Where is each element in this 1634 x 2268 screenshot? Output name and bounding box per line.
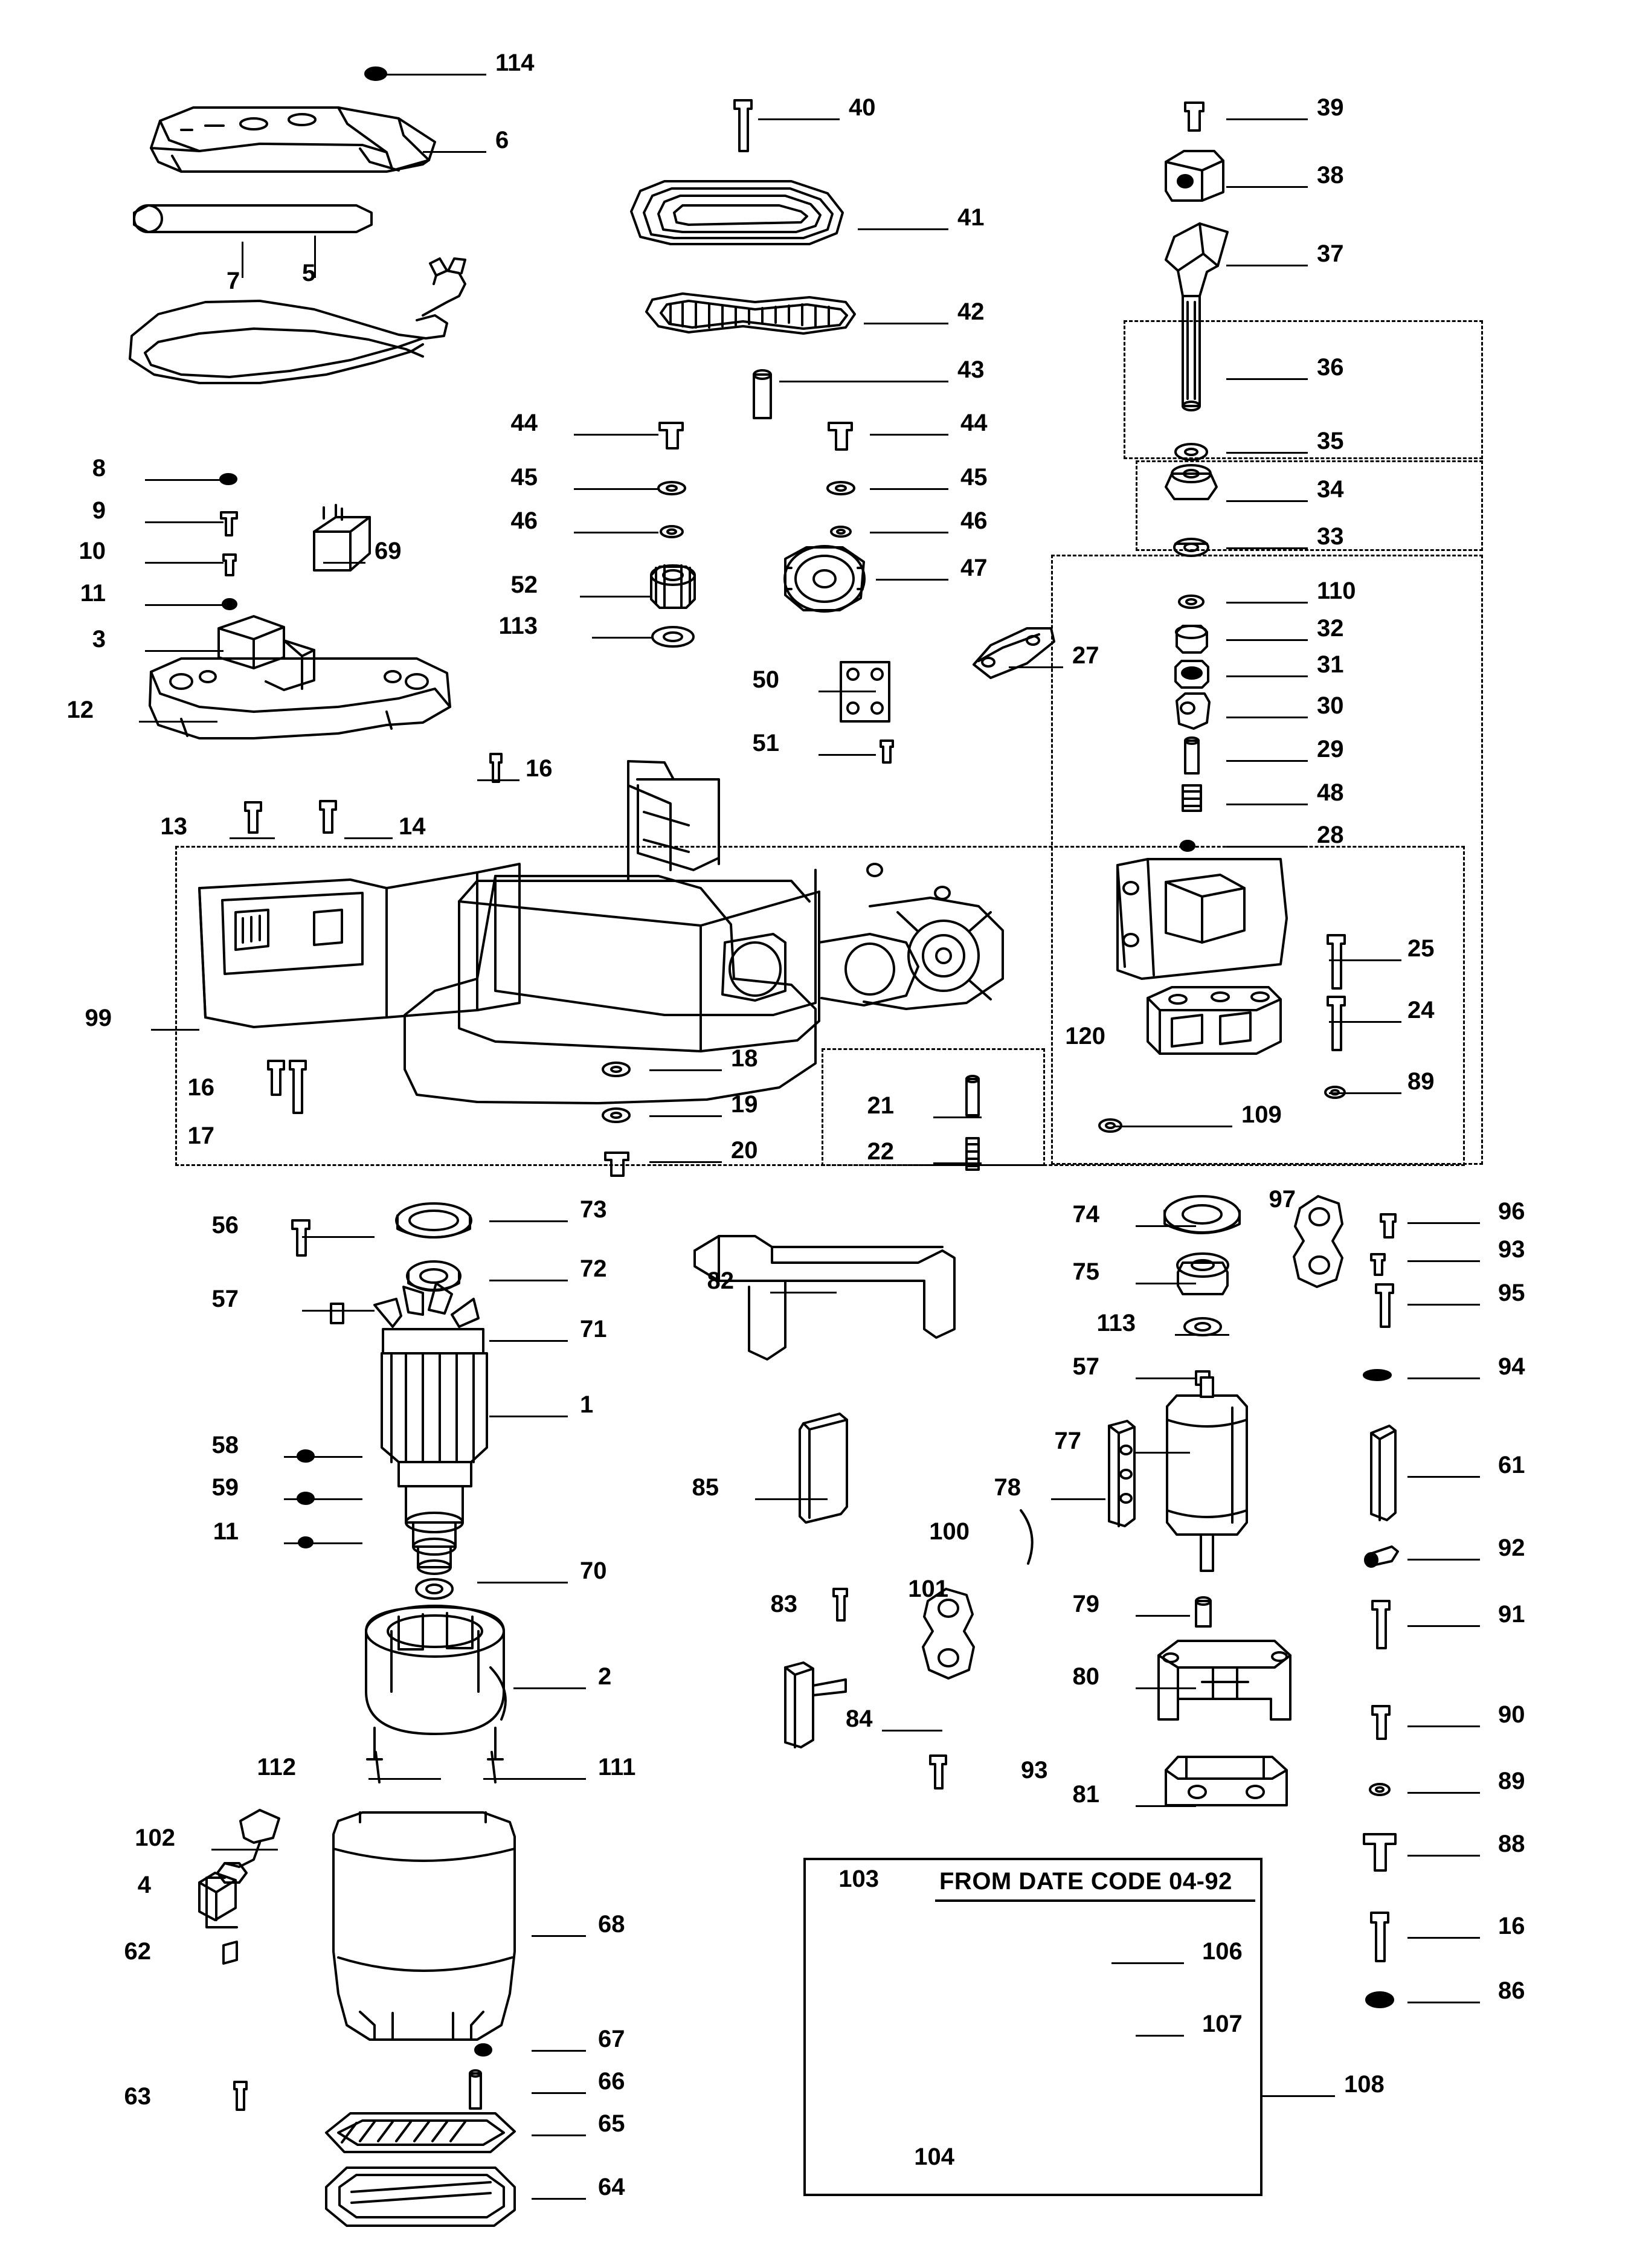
- part-number-1: 1: [580, 1391, 594, 1418]
- leader-line: [368, 1778, 441, 1780]
- part-number-47: 47: [960, 555, 988, 581]
- part-number-52: 52: [510, 572, 538, 598]
- part-number-44: 44: [510, 410, 538, 436]
- leader-line: [1329, 1021, 1401, 1023]
- part-number-10: 10: [79, 538, 106, 564]
- leader-line: [477, 1582, 568, 1583]
- leader-line: [1226, 118, 1308, 120]
- part-number-84: 84: [846, 1706, 873, 1732]
- part-number-11: 11: [213, 1518, 239, 1545]
- part-number-112: 112: [257, 1754, 296, 1780]
- part-number-44: 44: [960, 410, 988, 436]
- part-number-45: 45: [510, 464, 538, 491]
- leader-line: [1407, 1222, 1480, 1224]
- part-number-20: 20: [731, 1137, 758, 1164]
- leader-line: [1226, 717, 1308, 718]
- part-number-35: 35: [1317, 428, 1344, 454]
- leader-line: [574, 532, 658, 533]
- part-number-108: 108: [1344, 2071, 1385, 2098]
- leader-line: [344, 837, 393, 839]
- part-number-109: 109: [1241, 1101, 1282, 1128]
- leader-line: [284, 1498, 362, 1500]
- leader-line: [1226, 675, 1308, 677]
- part-number-111: 111: [598, 1754, 636, 1780]
- part-number-36: 36: [1317, 354, 1344, 381]
- leader-line: [1175, 1334, 1229, 1336]
- part-number-56: 56: [211, 1212, 239, 1239]
- part-number-73: 73: [580, 1196, 607, 1223]
- part-number-95: 95: [1498, 1280, 1525, 1306]
- inset-title-underline: [935, 1899, 1255, 1902]
- leader-line: [876, 579, 948, 581]
- leader-line: [864, 323, 948, 324]
- part-number-85: 85: [692, 1474, 719, 1501]
- part-number-51: 51: [752, 730, 779, 756]
- leader-line: [211, 1849, 278, 1851]
- leader-line: [489, 1340, 568, 1342]
- leader-line: [819, 691, 876, 692]
- leader-line: [649, 1161, 722, 1163]
- part-number-82: 82: [707, 1268, 734, 1294]
- leader-line: [323, 562, 365, 564]
- part-number-34: 34: [1317, 476, 1344, 503]
- part-number-16: 16: [187, 1074, 214, 1101]
- part-number-42: 42: [957, 298, 985, 325]
- part-number-104: 104: [914, 2144, 954, 2170]
- leader-line: [423, 151, 486, 153]
- part-number-46: 46: [960, 507, 988, 534]
- part-number-50: 50: [752, 666, 779, 693]
- part-number-80: 80: [1072, 1663, 1099, 1690]
- part-number-22: 22: [867, 1138, 894, 1165]
- leader-line: [1226, 846, 1308, 848]
- leader-line: [1407, 1377, 1480, 1379]
- part-number-8: 8: [92, 455, 106, 482]
- leader-line: [1329, 959, 1401, 961]
- leader-line: [1226, 760, 1308, 762]
- part-number-59: 59: [211, 1474, 239, 1501]
- part-number-107: 107: [1202, 2011, 1243, 2037]
- leader-line: [574, 488, 658, 490]
- leader-line: [649, 1069, 722, 1071]
- leader-line: [242, 242, 243, 278]
- part-number-96: 96: [1498, 1198, 1525, 1225]
- leader-line: [1407, 1304, 1480, 1306]
- part-number-89: 89: [1407, 1068, 1435, 1095]
- leader-line: [532, 2134, 586, 2136]
- leader-line: [302, 1236, 375, 1238]
- leader-line: [1226, 602, 1308, 604]
- leader-line: [483, 1778, 586, 1780]
- leader-line: [758, 118, 840, 120]
- leader-line: [1407, 1855, 1480, 1857]
- leader-line: [592, 637, 652, 639]
- leader-line: [755, 1498, 828, 1500]
- part-number-33: 33: [1317, 523, 1344, 550]
- part-number-101: 101: [908, 1576, 948, 1602]
- leader-line: [1407, 1725, 1480, 1727]
- leader-line: [532, 2092, 586, 2094]
- leader-line: [1407, 1625, 1480, 1627]
- leader-line: [1407, 1937, 1480, 1939]
- leader-line: [858, 228, 948, 230]
- part-number-25: 25: [1407, 935, 1435, 962]
- leader-line: [284, 1542, 362, 1544]
- part-number-77: 77: [1054, 1428, 1081, 1454]
- part-number-91: 91: [1498, 1601, 1525, 1628]
- part-number-72: 72: [580, 1255, 607, 1282]
- part-number-67: 67: [598, 2026, 625, 2052]
- part-number-68: 68: [598, 1911, 625, 1938]
- leader-line: [1407, 2002, 1480, 2003]
- leader-line: [1136, 1283, 1196, 1284]
- part-number-66: 66: [598, 2068, 625, 2095]
- leader-line: [381, 74, 486, 76]
- part-number-19: 19: [731, 1091, 758, 1118]
- part-number-83: 83: [770, 1591, 797, 1617]
- part-number-106: 106: [1202, 1938, 1243, 1965]
- part-number-81: 81: [1072, 1781, 1099, 1808]
- part-number-58: 58: [211, 1432, 239, 1458]
- part-number-16: 16: [526, 755, 553, 782]
- part-number-89: 89: [1498, 1768, 1525, 1794]
- leader-line: [1136, 2035, 1184, 2037]
- leader-line: [1136, 1452, 1190, 1454]
- part-number-93: 93: [1498, 1236, 1525, 1263]
- leader-line: [870, 488, 948, 490]
- part-number-43: 43: [957, 356, 985, 383]
- part-number-70: 70: [580, 1558, 607, 1584]
- leader-line: [302, 1310, 375, 1312]
- part-number-3: 3: [92, 626, 106, 652]
- leader-line: [1226, 378, 1308, 380]
- leader-line: [770, 1292, 837, 1293]
- leader-line: [882, 1730, 942, 1732]
- leader-line: [145, 604, 224, 606]
- part-number-97: 97: [1269, 1186, 1296, 1213]
- leader-line: [513, 1687, 586, 1689]
- part-number-18: 18: [731, 1045, 758, 1072]
- part-number-14: 14: [399, 813, 426, 840]
- part-number-12: 12: [66, 697, 94, 723]
- leader-line: [477, 779, 519, 781]
- part-number-94: 94: [1498, 1353, 1525, 1380]
- leader-line: [1226, 639, 1308, 641]
- part-number-39: 39: [1317, 94, 1344, 121]
- part-number-100: 100: [929, 1518, 970, 1545]
- leader-line: [139, 721, 217, 723]
- part-number-6: 6: [495, 127, 509, 153]
- leader-line: [1226, 265, 1308, 266]
- leader-line: [1136, 1687, 1196, 1689]
- part-number-46: 46: [510, 507, 538, 534]
- part-number-61: 61: [1498, 1452, 1525, 1478]
- part-number-93: 93: [1021, 1757, 1048, 1783]
- part-number-2: 2: [598, 1663, 612, 1690]
- part-number-30: 30: [1317, 692, 1344, 719]
- leader-line: [870, 532, 948, 533]
- part-number-88: 88: [1498, 1831, 1525, 1857]
- leader-line: [145, 562, 224, 564]
- leader-line: [933, 1116, 982, 1118]
- leader-line: [532, 1935, 586, 1937]
- leader-line: [1407, 1792, 1480, 1794]
- leader-line: [1009, 666, 1063, 668]
- part-number-86: 86: [1498, 1977, 1525, 2004]
- inset-date-code-box: [803, 1858, 1262, 2196]
- part-number-4: 4: [137, 1872, 151, 1898]
- part-number-41: 41: [957, 204, 985, 231]
- leader-line: [1226, 186, 1308, 188]
- part-number-57: 57: [211, 1286, 239, 1312]
- part-number-99: 99: [85, 1005, 112, 1031]
- dash-group-spindle-mid: [1136, 460, 1483, 551]
- part-number-113: 113: [498, 613, 538, 639]
- part-number-74: 74: [1072, 1201, 1099, 1228]
- part-number-16: 16: [1498, 1913, 1525, 1939]
- part-number-13: 13: [160, 813, 187, 840]
- leader-line: [1407, 1476, 1480, 1478]
- part-number-24: 24: [1407, 997, 1435, 1023]
- part-number-28: 28: [1317, 822, 1344, 848]
- dash-group-spindle-upper: [1124, 320, 1483, 459]
- part-number-29: 29: [1317, 736, 1344, 762]
- part-number-31: 31: [1317, 651, 1344, 678]
- part-number-27: 27: [1072, 642, 1099, 669]
- part-number-11: 11: [80, 580, 106, 607]
- part-number-113: 113: [1096, 1310, 1136, 1336]
- part-number-114: 114: [495, 50, 535, 76]
- part-number-40: 40: [849, 94, 876, 121]
- part-number-5: 5: [302, 260, 316, 286]
- leader-line: [1226, 547, 1308, 549]
- leader-line: [284, 1456, 362, 1458]
- leader-line: [1262, 2095, 1335, 2097]
- leader-line: [870, 434, 948, 436]
- leader-line: [1136, 1377, 1196, 1379]
- leader-line: [230, 837, 275, 839]
- leader-line: [1226, 500, 1308, 502]
- part-number-71: 71: [580, 1316, 607, 1342]
- leader-line: [489, 1220, 568, 1222]
- leader-line: [489, 1416, 568, 1417]
- part-number-62: 62: [124, 1938, 151, 1965]
- inset-date-code-title: FROM DATE CODE 04-92: [939, 1868, 1232, 1895]
- part-number-37: 37: [1317, 240, 1344, 267]
- leader-line: [151, 1029, 199, 1031]
- leader-line: [1407, 1559, 1480, 1561]
- leader-line: [1051, 1498, 1105, 1500]
- leader-line: [779, 381, 948, 382]
- part-number-21: 21: [867, 1092, 894, 1119]
- leader-line: [532, 2050, 586, 2052]
- part-number-110: 110: [1317, 578, 1356, 604]
- part-number-103: 103: [838, 1866, 879, 1892]
- part-number-92: 92: [1498, 1535, 1525, 1561]
- part-number-78: 78: [994, 1474, 1021, 1501]
- part-number-7: 7: [227, 268, 240, 294]
- leader-line: [580, 596, 652, 598]
- leader-line: [145, 650, 224, 652]
- part-number-102: 102: [135, 1825, 175, 1851]
- part-number-63: 63: [124, 2083, 151, 2110]
- leader-line: [532, 2198, 586, 2200]
- part-number-45: 45: [960, 464, 988, 491]
- leader-line: [1111, 1962, 1184, 1964]
- leader-line: [145, 521, 224, 523]
- leader-line: [649, 1115, 722, 1117]
- leader-line: [489, 1280, 568, 1281]
- leader-line: [1226, 804, 1308, 805]
- part-number-75: 75: [1072, 1258, 1099, 1285]
- leader-line: [145, 479, 224, 481]
- part-number-38: 38: [1317, 162, 1344, 188]
- leader-line: [1329, 1092, 1401, 1094]
- leader-line: [1407, 1260, 1480, 1262]
- part-number-64: 64: [598, 2174, 625, 2200]
- leader-line: [933, 1162, 982, 1164]
- part-number-79: 79: [1072, 1591, 1099, 1617]
- leader-line: [574, 434, 658, 436]
- part-number-120: 120: [1065, 1023, 1105, 1049]
- part-number-17: 17: [187, 1123, 214, 1149]
- part-number-48: 48: [1317, 779, 1344, 806]
- leader-line: [1226, 452, 1308, 454]
- leader-line: [1136, 1225, 1196, 1227]
- part-number-69: 69: [375, 538, 402, 564]
- part-number-90: 90: [1498, 1701, 1525, 1728]
- part-number-65: 65: [598, 2110, 625, 2137]
- part-number-9: 9: [92, 497, 106, 524]
- leader-line: [819, 754, 876, 756]
- leader-line: [1115, 1126, 1232, 1127]
- part-number-32: 32: [1317, 615, 1344, 642]
- part-number-57: 57: [1072, 1353, 1099, 1380]
- dash-group-clamp: [822, 1048, 1045, 1166]
- leader-line: [1136, 1805, 1196, 1807]
- leader-line: [1136, 1615, 1190, 1617]
